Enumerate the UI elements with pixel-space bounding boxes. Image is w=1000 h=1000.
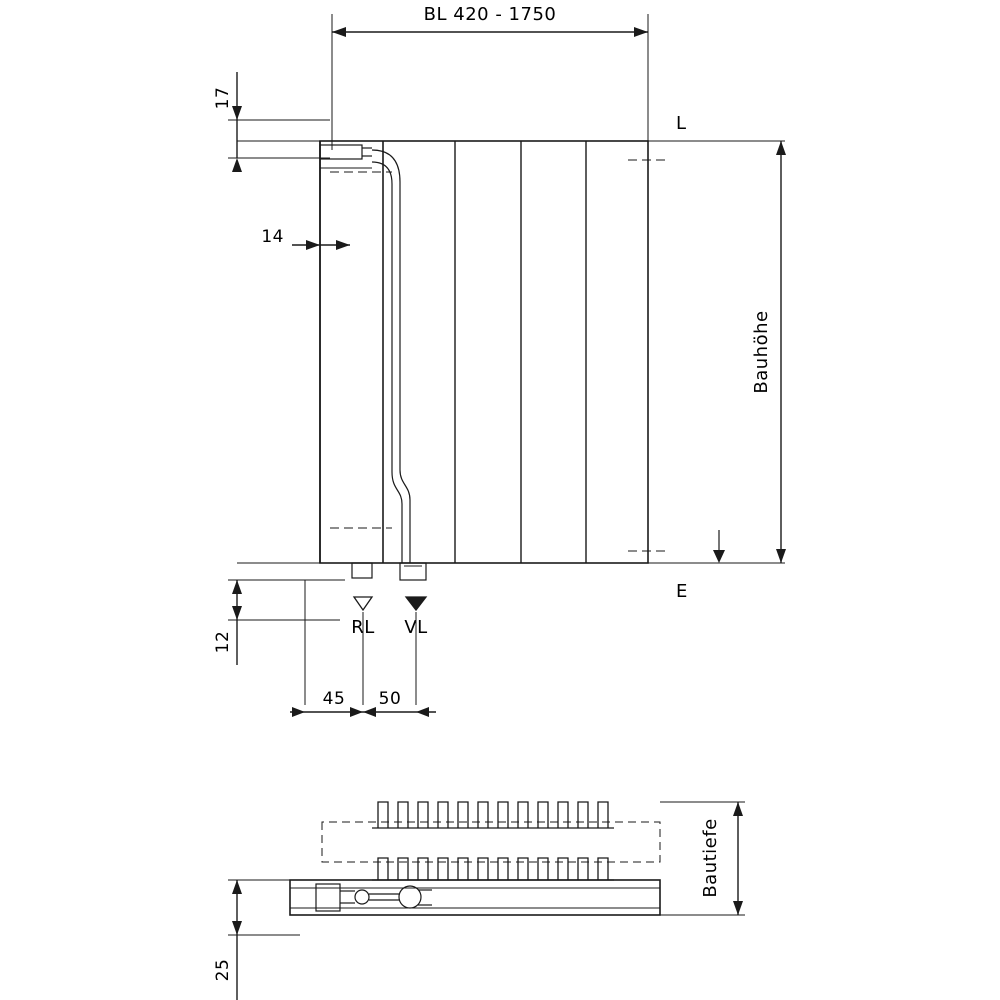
connector-left-label: 45 [322, 689, 346, 709]
supply-flow-label: VL [404, 617, 428, 638]
depth-label: Bautiefe [700, 818, 721, 898]
top-offset-dimension-group [213, 72, 330, 172]
left-inset-dimension-group [261, 227, 350, 250]
top-offset-label: 17 [213, 86, 233, 110]
depth-bottom-label: 25 [213, 958, 233, 982]
depth-dimension-group [700, 802, 743, 915]
radiator-section-view [290, 802, 745, 915]
flow-markers-group [305, 580, 428, 705]
width-dimension-group [332, 4, 648, 150]
return-flow-label: RL [351, 617, 375, 638]
depth-bottom-dimension-group [213, 880, 318, 1000]
height-label: Bauhöhe [751, 310, 772, 394]
left-inset-label: 14 [261, 227, 284, 247]
width-dimension-label: BL 420 - 1750 [423, 4, 557, 25]
line-label-e: E [676, 581, 688, 602]
bottom-offset-label: 12 [213, 630, 233, 654]
line-label-l: L [676, 113, 687, 134]
radiator-front-view [237, 141, 785, 580]
bottom-offset-dimension-group [213, 580, 345, 665]
connector-spacing-label: 50 [378, 689, 402, 709]
height-dimension-group [713, 141, 786, 563]
